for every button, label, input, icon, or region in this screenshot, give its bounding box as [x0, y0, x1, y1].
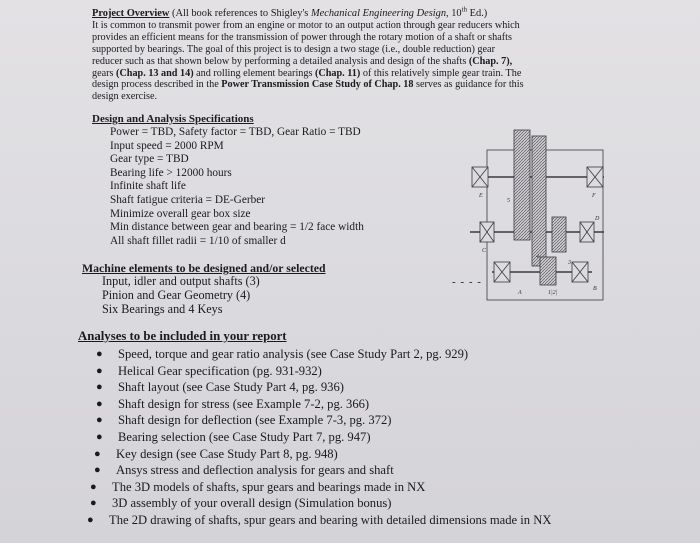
machine-element-item: Pinion and Gear Geometry (4) [102, 288, 251, 302]
label-3: 3 [568, 260, 571, 266]
book-title: Mechanical Engineering Design [310, 8, 447, 19]
analysis-item: ● Ansys stress and deflection analysis for gears and shaft [90, 462, 692, 479]
analysis-item: ● Bearing selection (see Case Study Part 7, pg. 947) [92, 429, 692, 446]
overview-line-1: It is common to transmit power from an engine or motor to an output action through gear reducers which [92, 19, 520, 31]
label-a: A [518, 290, 522, 296]
overview-line-4: reducer such as that shown below by performing a detailed analysis and design of the shafts (Chap. 7), [92, 55, 513, 67]
overview-line-3: supported by bearings. The goal of this project is to design a two stage (i.e., double reduction) gear [92, 43, 495, 55]
gear-4 [532, 136, 546, 266]
analysis-item: ● Key design (see Case Study Part 8, pg. 948) [90, 446, 692, 463]
spec-item: Min distance between gear and bearing = 1/2 face width [110, 221, 364, 234]
dash-mark: - - - - [452, 276, 482, 288]
spec-item: Minimize overall gear box size [110, 207, 251, 220]
spec-item: Input speed = 2000 RPM [110, 139, 224, 152]
label-e: E [479, 193, 483, 199]
gear-3 [552, 217, 566, 252]
label-12: 1|2| [548, 290, 558, 296]
machine-elements-heading: Machine elements to be designed and/or selected [82, 261, 326, 275]
analysis-item: ● The 2D drawing of shafts, spur gears and bearing with detailed dimensions made in NX [83, 512, 692, 529]
spec-item: Gear type = TBD [110, 153, 189, 166]
analysis-item: ● Helical Gear specification (pg. 931-932) [92, 363, 692, 380]
bullet-icon: ● [90, 480, 97, 493]
pinion [540, 257, 556, 285]
bearing-d [580, 222, 594, 242]
chapter-ref: (Chap. 13 and 14) [116, 67, 194, 79]
gear-5 [514, 130, 530, 240]
bearing-a [494, 262, 510, 282]
overview-line-7: design exercise. [92, 91, 158, 103]
edition: , 10 [446, 8, 462, 19]
label-4: 4 [536, 254, 539, 260]
spec-item: Infinite shaft life [110, 180, 186, 193]
analysis-item: ● The 3D models of shafts, spur gears and bearings made in NX [86, 479, 692, 496]
bullet-icon: ● [96, 348, 103, 360]
analysis-item: ● Shaft design for stress (see Example 7-2, pg. 366) [92, 396, 692, 413]
bullet-icon: ● [96, 414, 103, 427]
bearing-c [480, 222, 494, 242]
spec-item: Power = TBD, Safety factor = TBD, Gear Ratio = TBD [110, 126, 361, 138]
label-f: F [592, 193, 596, 199]
chapter-ref: (Chap. 11) [314, 67, 361, 79]
machine-element-item: Six Bearings and 4 Keys [102, 302, 223, 316]
bearing-b [572, 262, 588, 282]
overview-title: Project Overview [92, 8, 170, 19]
bullet-icon: ● [87, 513, 94, 526]
machine-elements-list [102, 274, 260, 316]
overview-line-5: gears (Chap. 13 and 14) and rolling element bearings (Chap. 11) of this relatively simple gear train. The [92, 67, 522, 79]
label-c: C [482, 248, 487, 254]
specs-heading: Design and Analysis Specifications [92, 113, 254, 125]
edition-suffix: th [461, 5, 468, 14]
case-study-ref: Power Transmission Case Study of Chap. 18 [221, 79, 414, 91]
chapter-ref: (Chap. 7), [468, 55, 513, 67]
analyses-list [87, 346, 692, 529]
reference-note-start: (All book references to Shigley's [169, 8, 311, 19]
project-overview [92, 5, 640, 103]
bullet-icon: ● [94, 447, 101, 460]
spec-item: All shaft fillet radii = 1/10 of smaller d [110, 234, 286, 247]
overview-line-2: provides an efficient means for the transmission of power through the rotary motion of a shaft or shafts [92, 31, 512, 43]
bearing-f [587, 167, 603, 187]
bullet-icon: ● [94, 464, 101, 477]
overview-line-6: design process described in the Power Transmission Case Study of Chap. 18 serves as guidance for this [92, 79, 524, 91]
analyses-heading: Analyses to be included in your report [78, 329, 287, 343]
spec-item: Shaft fatigue criteria = DE-Gerber [110, 193, 266, 206]
machine-element-item: Input, idler and output shafts (3) [102, 274, 260, 288]
label-d: D [595, 216, 600, 222]
bullet-icon: ● [90, 497, 97, 510]
analysis-item: ● Speed, torque and gear ratio analysis (see Case Study Part 2, pg. 929) [92, 346, 692, 363]
spec-item: Bearing life > 12000 hours [110, 166, 232, 179]
bearing-e [472, 167, 488, 187]
analysis-item: ● Shaft design for deflection (see Example 7-3, pg. 372) [92, 412, 692, 429]
bullet-icon: ● [96, 397, 103, 410]
analysis-item: ● 3D assembly of your overall design (Simulation bonus) [86, 495, 692, 512]
analysis-item: ● Shaft layout (see Case Study Part 4, pg. 936) [92, 379, 692, 396]
specs-list [110, 126, 440, 248]
bullet-icon: ● [96, 364, 103, 377]
bullet-icon: ● [96, 430, 103, 443]
label-b: B [593, 286, 597, 292]
reference-note-end: Ed.) [467, 8, 488, 19]
label-5: 5 [507, 198, 510, 204]
bullet-icon: ● [96, 381, 103, 394]
